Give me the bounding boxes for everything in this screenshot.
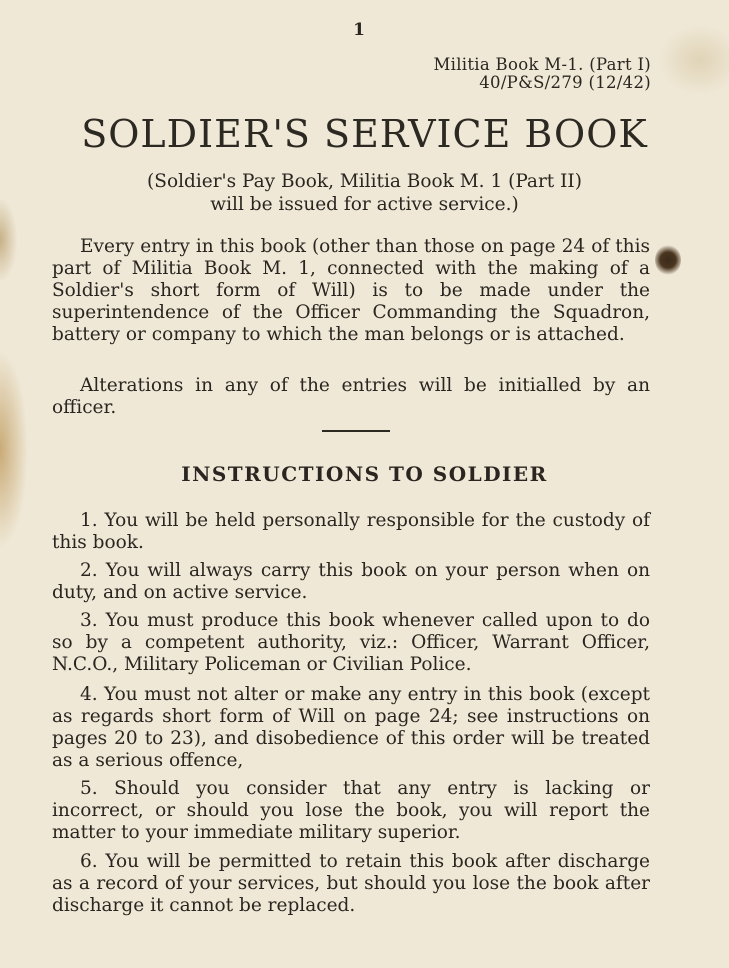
instruction-item-6: 6. You will be permitted to retain this book after discharge as a record of your services, but should you lose the book after discharge it cannot be replaced. (52, 851, 650, 916)
subtitle-line-1: (Soldier's Pay Book, Militia Book M. 1 (Part II) (147, 171, 582, 192)
section-divider (322, 430, 390, 432)
page-number: 1 (353, 20, 365, 40)
intro-paragraph-1: Every entry in this book (other than those on page 24 of this part of Militia Book M. 1, connected with the making of a Soldier's short form of Will) is to be made under the superintendence of the Officer Commanding the Squadron, battery or company to which the man belongs or is attached. (52, 236, 650, 345)
reference-line-1: Militia Book M-1. (Part I) (433, 55, 651, 74)
reference-line-2: 40/P&S/279 (12/42) (479, 73, 651, 92)
instruction-item-1: 1. You will be held personally responsible for the custody of this book. (52, 510, 650, 553)
stain-mark (655, 245, 681, 275)
subtitle (0, 170, 729, 216)
instruction-item-5: 5. Should you consider that any entry is lacking or incorrect, or should you lose the book, you will report the matter to your immediate military superior. (52, 778, 650, 843)
instruction-item-3: 3. You must produce this book whenever called upon to do so by a competent authority, viz.: Officer, Warrant Officer, N.C.O., Military Policeman or Civilian Police. (52, 610, 650, 675)
instruction-item-4: 4. You must not alter or make any entry in this book (except as regards short form of Will on page 24; see instructions on pages 20 to 23), and disobedience of this order will be treated as a serious offence, (52, 684, 650, 771)
instructions-heading: INSTRUCTIONS TO SOLDIER (181, 462, 548, 486)
page-title: SOLDIER'S SERVICE BOOK (81, 112, 648, 156)
document-reference (433, 56, 651, 92)
instruction-item-2: 2. You will always carry this book on your person when on duty, and on active service. (52, 560, 650, 603)
subtitle-line-2: will be issued for active service.) (210, 194, 519, 215)
intro-paragraph-2: Alterations in any of the entries will be initialled by an officer. (52, 375, 650, 418)
